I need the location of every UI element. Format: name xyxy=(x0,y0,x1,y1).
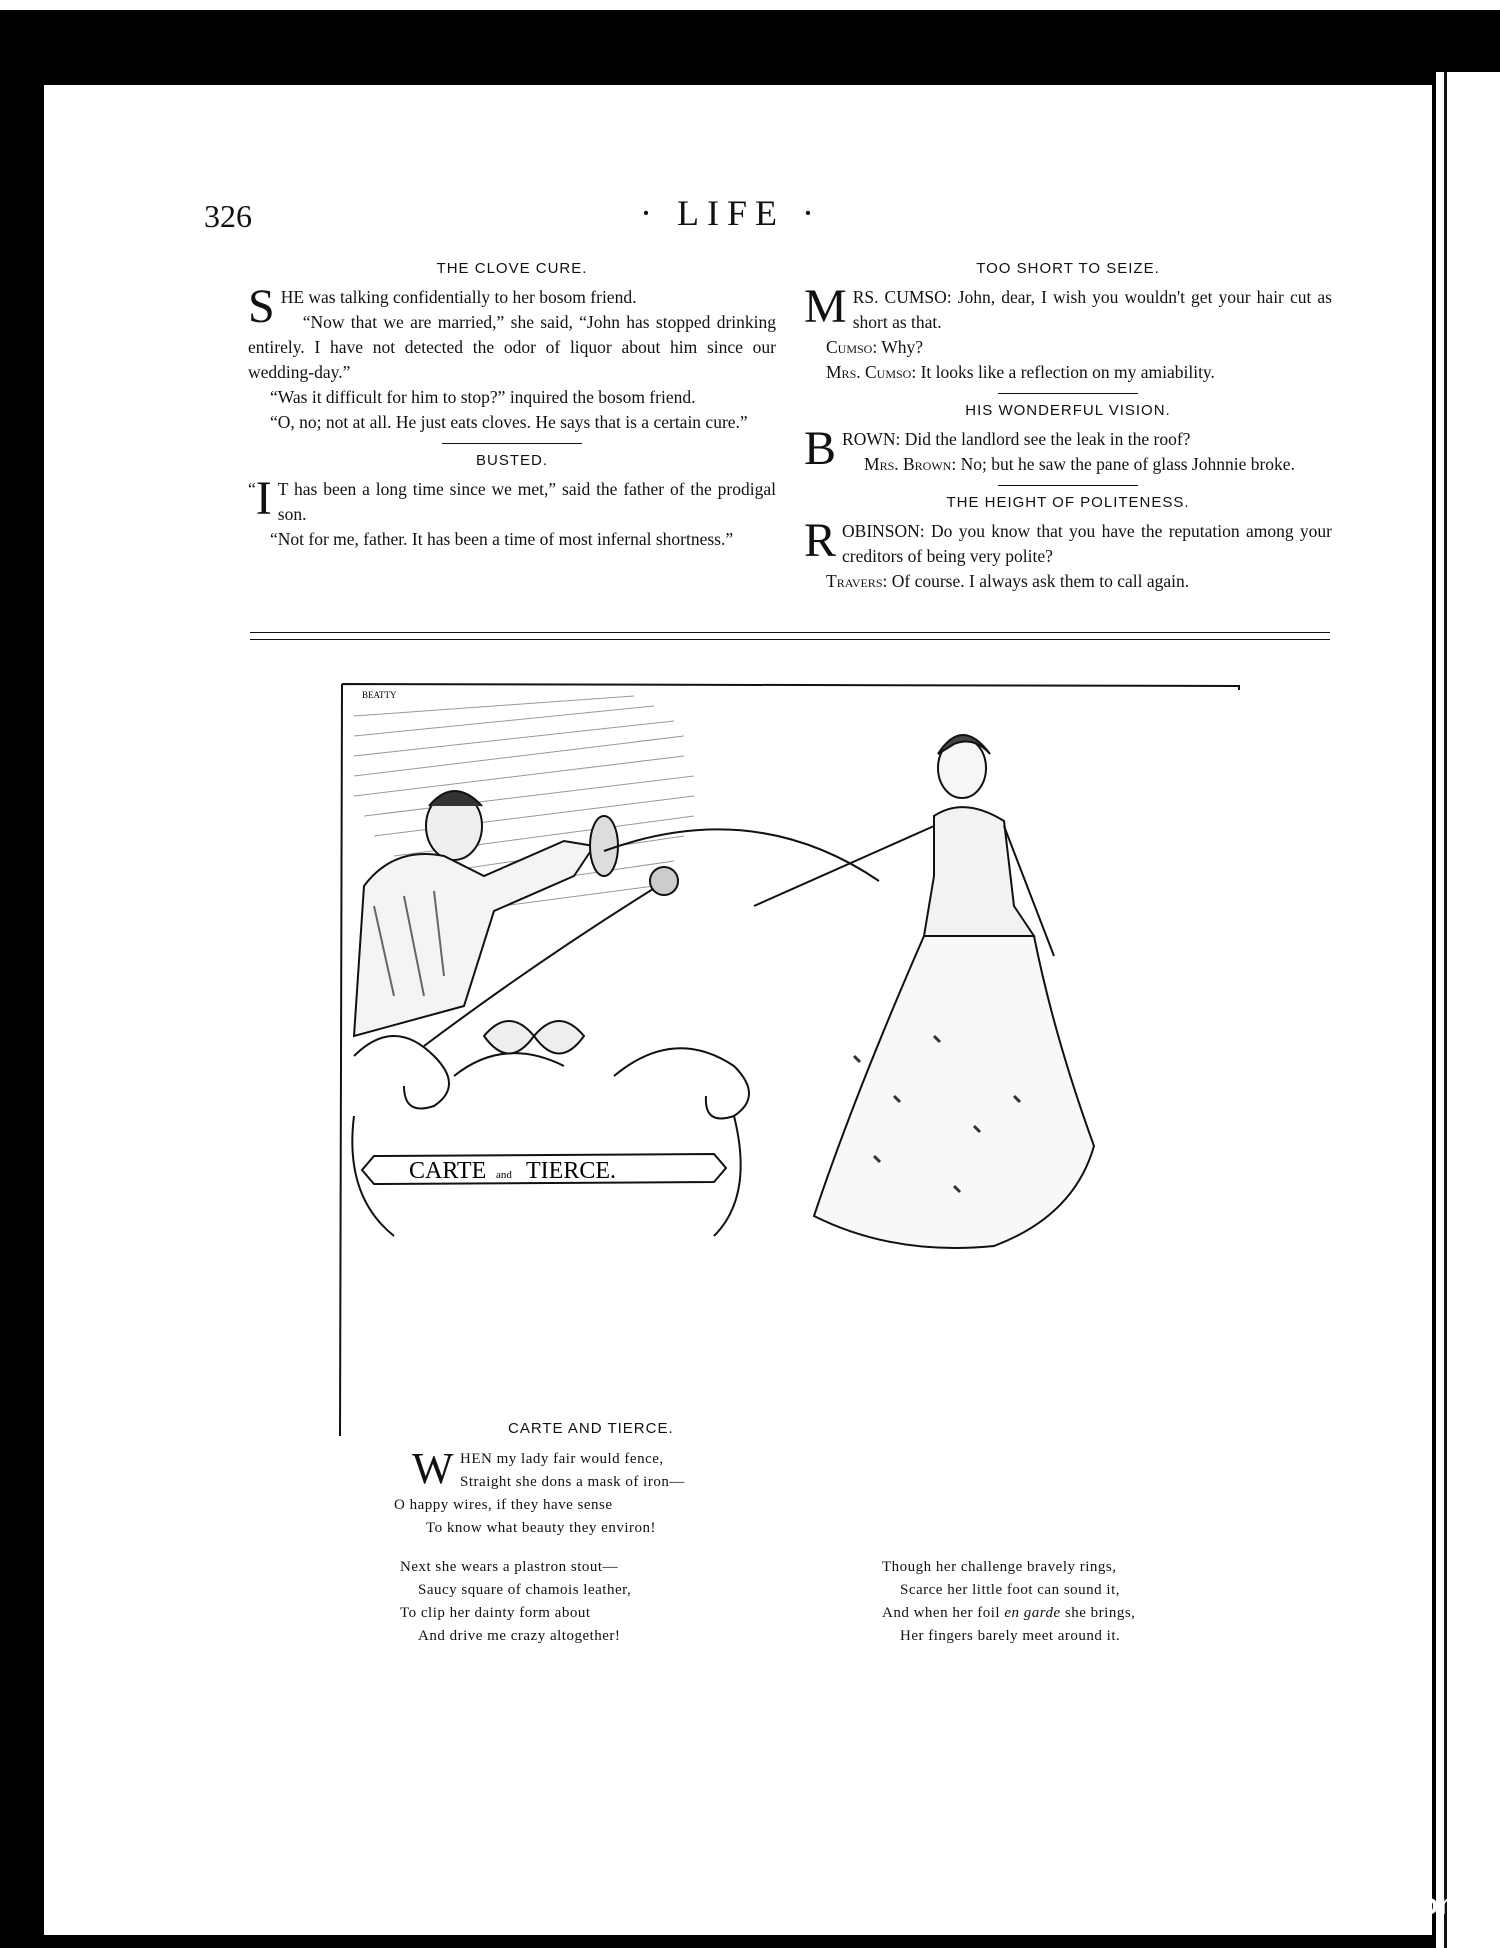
female-fencer-figure xyxy=(754,735,1094,1248)
page-number: 326 xyxy=(204,198,252,234)
drop-cap: B xyxy=(804,422,837,475)
title-banner xyxy=(362,1154,726,1184)
poem-line: Her fingers barely meet around it. xyxy=(900,1628,1121,1644)
double-rule-divider xyxy=(250,632,1330,640)
clove-cure-title: THE CLOVE CURE. xyxy=(436,260,588,277)
drop-cap: I xyxy=(255,472,272,525)
politeness-para-2: Travers: Of course. I always ask them to call again. xyxy=(826,571,1190,591)
poem-line: Next she wears a plastron stout— xyxy=(400,1559,619,1575)
poem-line: HEN my lady fair would fence, xyxy=(460,1451,664,1467)
politeness-title: THE HEIGHT OF POLITENESS. xyxy=(946,494,1190,511)
banner-text-tierce: TIERCE. xyxy=(526,1158,616,1184)
section-divider xyxy=(998,393,1138,394)
poem-line: And drive me crazy altogether! xyxy=(418,1628,621,1644)
left-column xyxy=(248,256,776,552)
poem-stanza-2 xyxy=(400,1556,780,1648)
clove-cure-para-1: SHE was talking confidentially to her bosom friend. xyxy=(248,280,637,333)
vision-para-2: Mrs. Brown: No; but he saw the pane of glass Johnnie broke. xyxy=(864,454,1295,474)
poem-line: O happy wires, if they have sense xyxy=(394,1497,613,1513)
watermark: comicbooks.com xyxy=(1220,1888,1466,1921)
too-short-para-2: Cumso: Why? xyxy=(826,337,924,357)
poem-line: Straight she dons a mask of iron— xyxy=(460,1474,685,1490)
too-short-para-3: Mrs. Cumso: It looks like a reflection on my amiability. xyxy=(826,362,1215,382)
clove-cure-para-2: “Now that we are married,” she said, “John has stopped drinking entirely. I have not detected the odor of liquor about him since our wedding-day.” xyxy=(248,312,776,382)
masthead-title: · LIFE · xyxy=(640,193,822,233)
busted-title: BUSTED. xyxy=(475,452,548,469)
vision-para-1: BROWN: Did the landlord see the leak in the roof? xyxy=(804,422,1191,475)
politeness-para-1: ROBINSON: Do you know that you have the reputation among your creditors of being very polite? xyxy=(804,514,1332,567)
poem-line: Though her challenge bravely rings, xyxy=(882,1559,1117,1575)
clove-cure-para-4: “O, no; not at all. He just eats cloves. He says that is a certain cure.” xyxy=(270,412,748,432)
drop-cap: R xyxy=(804,514,837,567)
vision-title: HIS WONDERFUL VISION. xyxy=(965,402,1171,419)
drop-cap: S xyxy=(248,280,275,333)
drop-cap: M xyxy=(804,280,847,333)
poem-line: To know what beauty they environ! xyxy=(426,1520,656,1536)
poem-line: And when her foil en garde she brings, xyxy=(882,1605,1136,1621)
drop-cap: W xyxy=(412,1444,455,1493)
poem-line: To clip her dainty form about xyxy=(400,1605,591,1621)
fencing-illustration xyxy=(334,676,1249,1536)
busted-para-1: “ I T has been a long time since we met,” said the father of the prodigal son. xyxy=(248,472,776,525)
top-margin-strip xyxy=(0,0,1500,10)
banner-text-carte: CARTE xyxy=(409,1158,487,1184)
banner-text-and: and xyxy=(496,1169,512,1181)
too-short-title: TOO SHORT TO SEIZE. xyxy=(976,260,1160,277)
right-column xyxy=(804,256,1332,594)
male-fencer-figure xyxy=(354,791,618,1036)
poem-stanza-3 xyxy=(882,1556,1262,1648)
poem-title: CARTE AND TIERCE. xyxy=(508,1420,674,1437)
section-divider xyxy=(998,485,1138,486)
next-page-edge xyxy=(1436,72,1500,1948)
clove-cure-para-3: “Was it difficult for him to stop?” inquired the bosom friend. xyxy=(270,387,696,407)
too-short-para-1: MRS. CUMSO: John, dear, I wish you wouldn't get your hair cut as short as that. xyxy=(804,280,1332,333)
busted-para-2: “Not for me, father. It has been a time of most infernal shortness.” xyxy=(270,529,734,549)
section-divider xyxy=(442,443,582,444)
foil-guard xyxy=(650,867,678,895)
ornamental-scrollwork xyxy=(352,1021,749,1236)
artist-signature: BEATTY xyxy=(362,690,397,700)
poem-line: Scarce her little foot can sound it, xyxy=(900,1582,1121,1598)
male-foil xyxy=(604,829,879,881)
poem-stanza-1 xyxy=(394,1444,812,1540)
poem-line: Saucy square of chamois leather, xyxy=(418,1582,632,1598)
